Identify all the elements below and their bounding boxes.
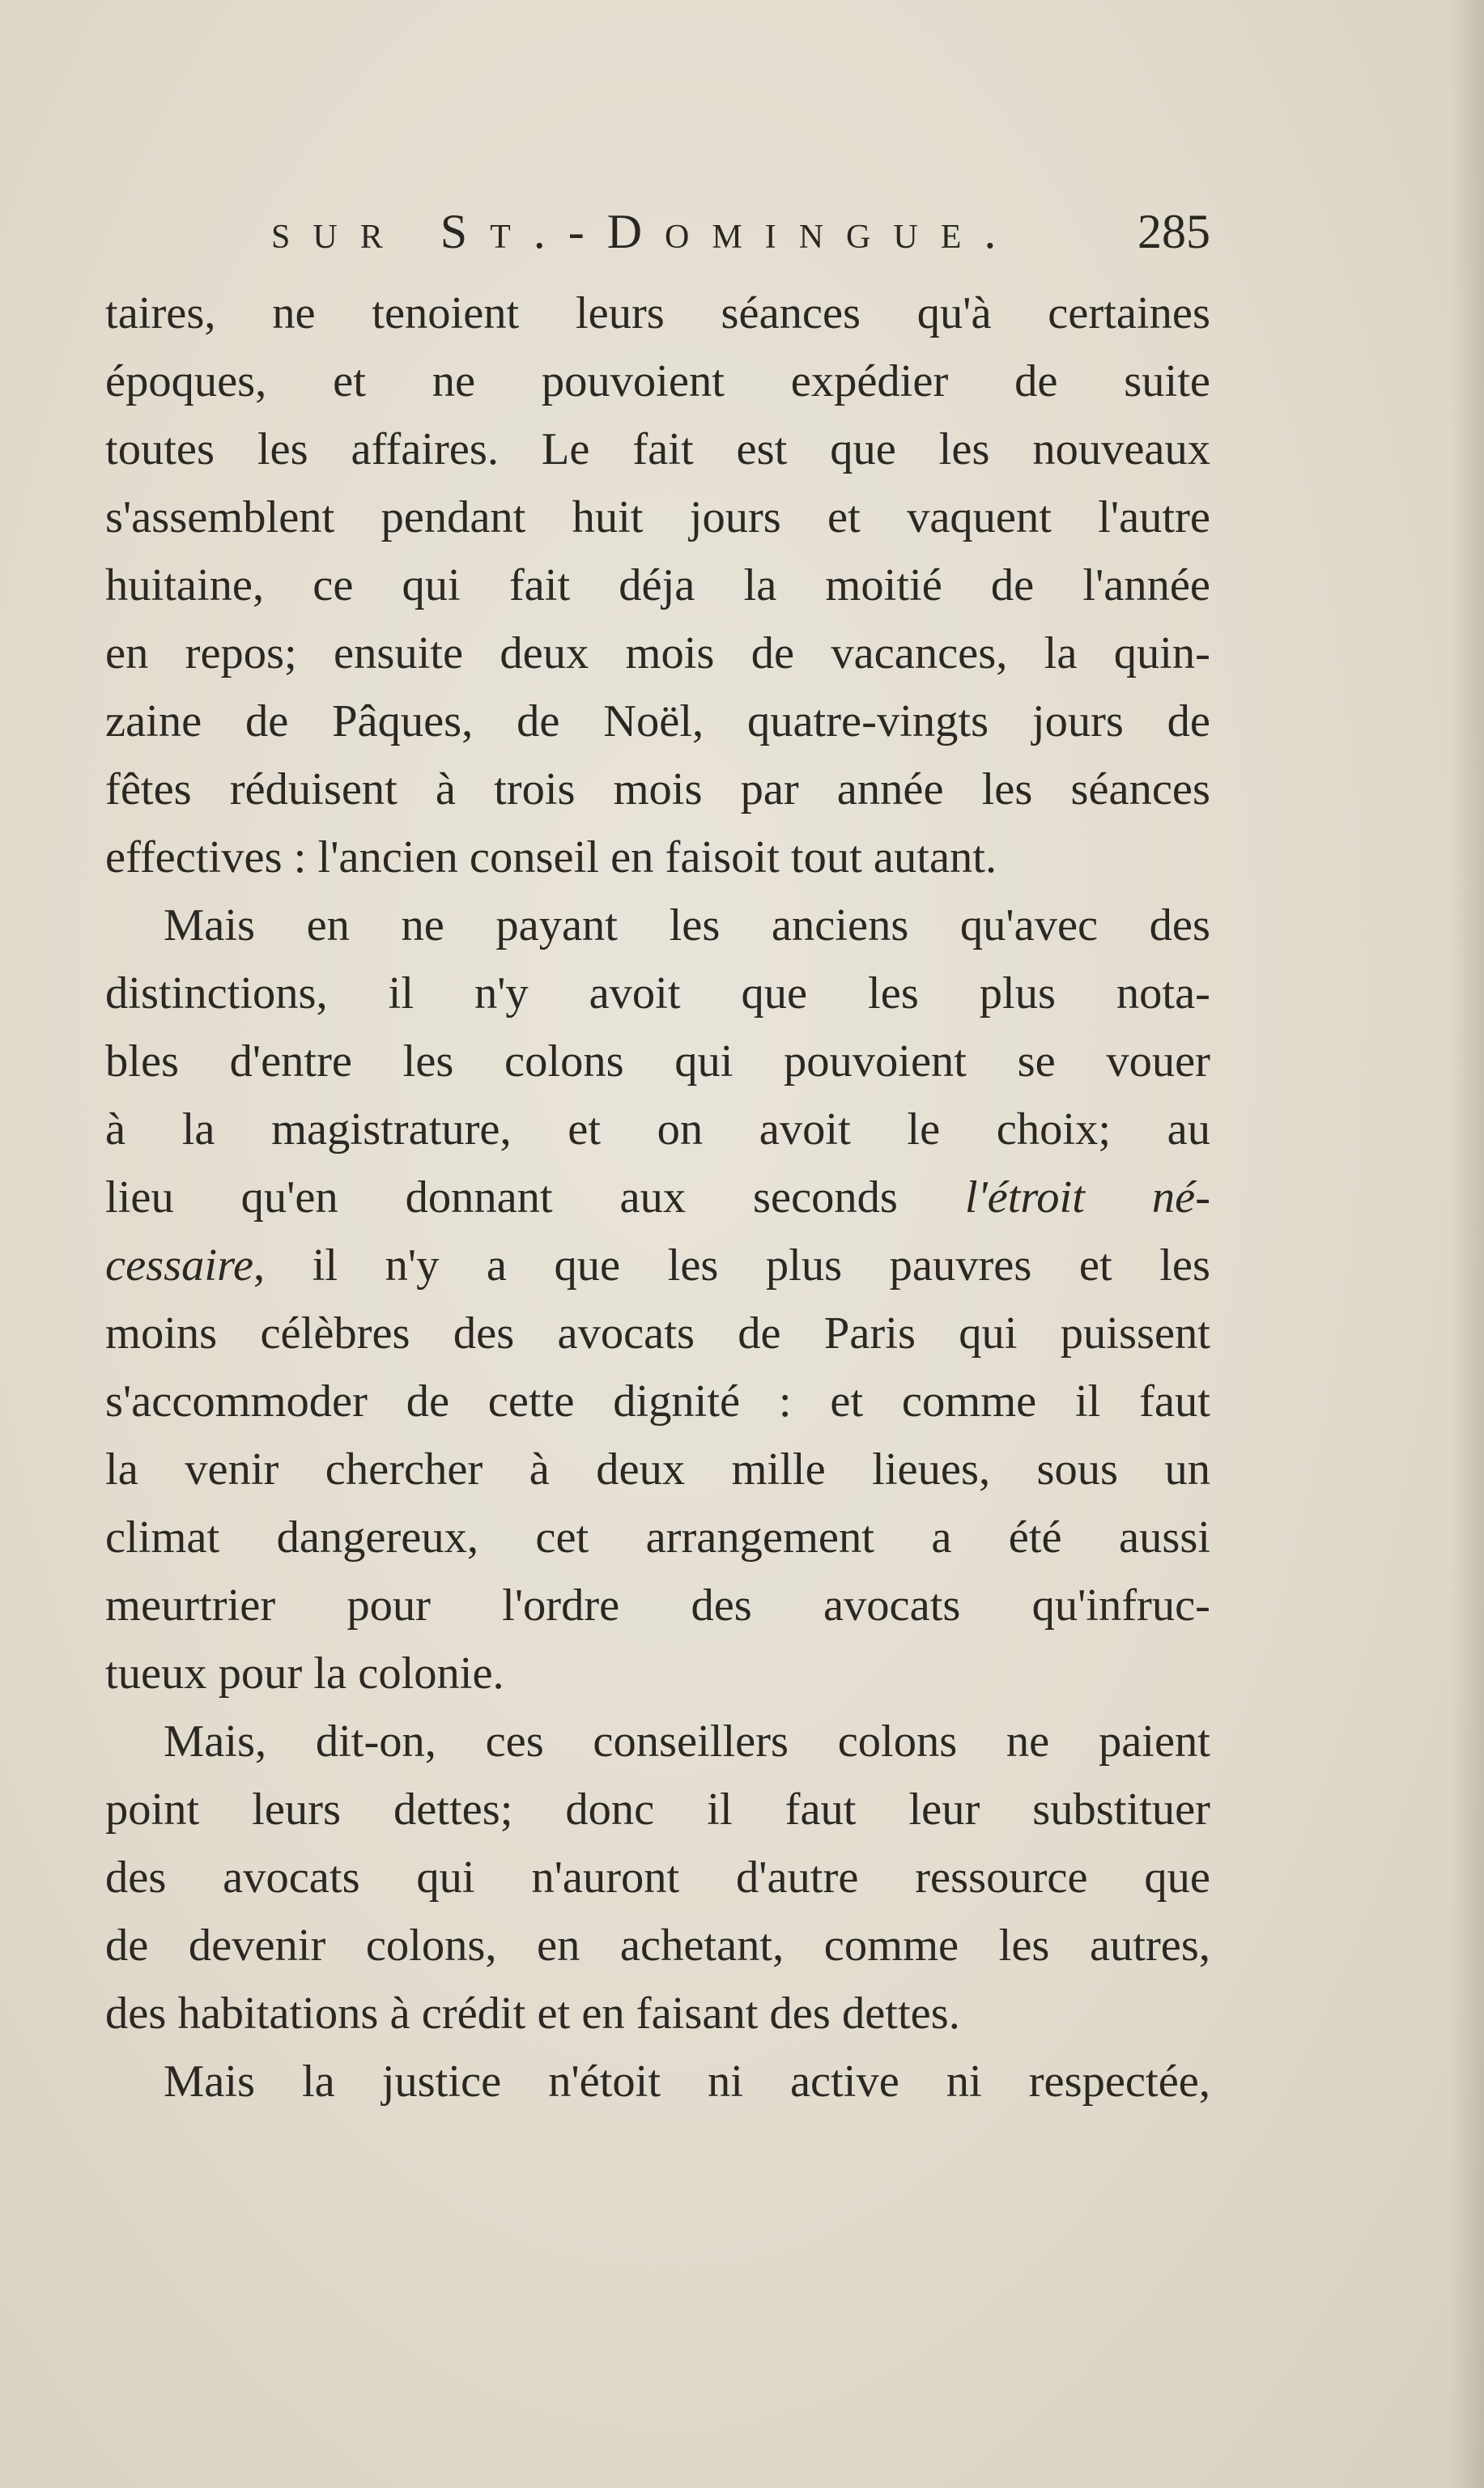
- text-segment: lieu qu'en donnant aux seconds: [105, 1172, 898, 1223]
- text-line: à la magistrature, et on avoit le choix; au: [105, 1104, 1210, 1155]
- text-line: Mais en ne payant les anciens qu'avec des: [164, 900, 1210, 951]
- text-line: la venir chercher à deux mille lieues, sous un: [105, 1444, 1210, 1495]
- text-line: en repos; ensuite deux mois de vacances, la quin-: [105, 628, 1210, 678]
- text-line: zaine de Pâques, de Noël, quatre-vingts jours de: [105, 696, 1210, 746]
- page-header: [271, 204, 1210, 269]
- text-line: Mais, dit-on, ces conseillers colons ne paient: [164, 1716, 1210, 1767]
- text-line-mixed: [105, 1231, 1210, 1299]
- running-title: sur St.-Domingue.: [271, 205, 1019, 258]
- text-line: point leurs dettes; donc il faut leur substituer: [105, 1784, 1210, 1835]
- text-line: époques, et ne pouvoient expédier de suite: [105, 356, 1210, 406]
- text-line: Mais la justice n'étoit ni active ni respectée,: [164, 2056, 1210, 2107]
- text-line: huitaine, ce qui fait déja la moitié de l'année: [105, 560, 1210, 610]
- text-line: s'accommoder de cette dignité : et comme il faut: [105, 1376, 1210, 1427]
- text-line: taires, ne tenoient leurs séances qu'à certaines: [105, 288, 1210, 338]
- text-line: distinctions, il n'y avoit que les plus nota-: [105, 968, 1210, 1019]
- text-line: tueux pour la colonie.: [105, 1648, 504, 1699]
- text-line: moins célèbres des avocats de Paris qui puissent: [105, 1308, 1210, 1359]
- page-number: 285: [1137, 205, 1210, 258]
- text-line: climat dangereux, cet arrangement a été aussi: [105, 1512, 1210, 1563]
- text-line: bles d'entre les colons qui pouvoient se vouer: [105, 1036, 1210, 1087]
- italic-phrase: cessaire: [105, 1240, 254, 1291]
- text-line: effectives : l'ancien conseil en faisoit tout autant.: [105, 832, 997, 882]
- text-segment: , il n'y a que les plus pauvres et les: [253, 1240, 1210, 1291]
- page-edge-shadow: [1452, 0, 1484, 2488]
- italic-phrase: l'étroit né-: [964, 1172, 1210, 1223]
- text-line: de devenir colons, en achetant, comme les autres,: [105, 1920, 1210, 1971]
- text-line: des habitations à crédit et en faisant des dettes.: [105, 1988, 960, 2039]
- text-line-mixed: [105, 1163, 1210, 1231]
- body-text: [105, 279, 1210, 2116]
- text-line: toutes les affaires. Le fait est que les nouveaux: [105, 424, 1210, 474]
- text-line: fêtes réduisent à trois mois par année les séances: [105, 764, 1210, 814]
- text-line: s'assemblent pendant huit jours et vaquent l'autre: [105, 492, 1210, 542]
- text-line: des avocats qui n'auront d'autre ressource que: [105, 1852, 1210, 1903]
- text-line: meurtrier pour l'ordre des avocats qu'infruc-: [105, 1580, 1210, 1631]
